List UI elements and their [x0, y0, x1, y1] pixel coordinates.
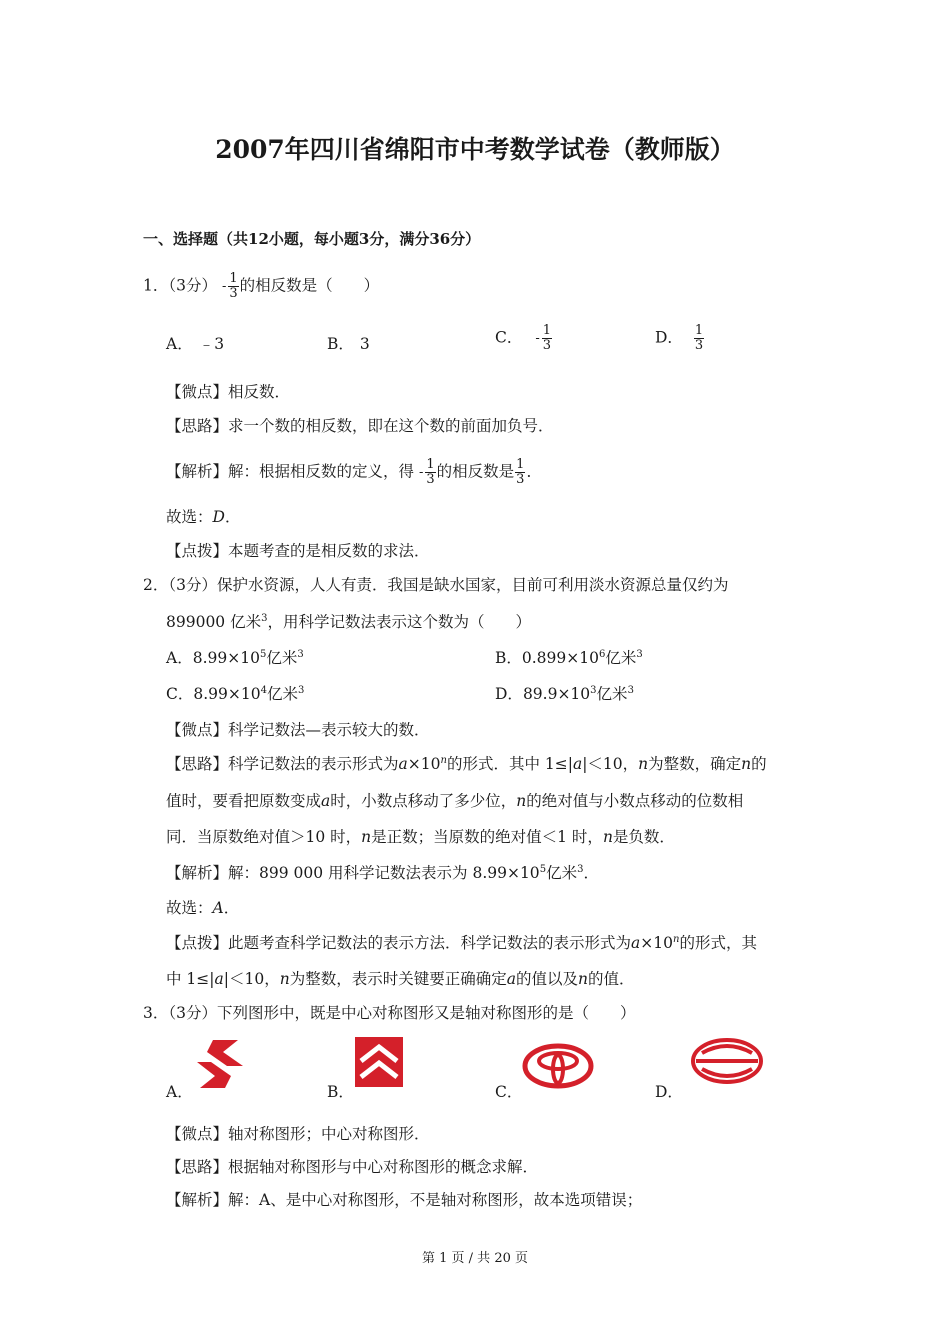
q2-number: 2． [143, 576, 169, 594]
suzuki-logo-icon [193, 1040, 245, 1088]
q2-dianbo2-var-n2: n [577, 970, 588, 988]
q2-jiexi-a: 【解析】解：899 000 用科学记数法表示为 8.99×10 [166, 864, 540, 882]
q3-jiexi: 【解析】解：A、是中心对称图形，不是轴对称图形，故本选项错误； [166, 1191, 643, 1209]
q2-silu1-var-a: a [398, 755, 408, 773]
q2-dianbo1-exp: n [672, 934, 680, 945]
q2-option-b [495, 648, 643, 668]
q1-jiexi-den1: 3 [426, 472, 435, 487]
toyota-logo-icon [522, 1043, 594, 1089]
q2-silu3-a: 同．当原数绝对值＞10 时， [166, 828, 362, 846]
q2-silu1-b: ×10 [407, 755, 441, 773]
q2-option-d-base: 89.9×10 [522, 685, 591, 703]
q2-dianbo2-var-a: a [214, 970, 224, 988]
q2-option-c-unit-exp: 3 [298, 685, 305, 696]
q2-silu3-c: 是负数． [612, 828, 675, 846]
q2-stem-line1 [143, 575, 729, 595]
q3-option-a-label: A． [166, 1083, 193, 1101]
q1-option-b-label: B． [327, 335, 354, 353]
q2-line2-tail: ，用科学记数法表示这个数为（ ） [267, 613, 531, 631]
q2-dianbo1-c: 的形式，其 [679, 934, 757, 952]
q2-guxuan-prefix: 故选： [166, 899, 213, 917]
q2-option-c-label: C． [166, 685, 194, 703]
q1-frac-neg: - [221, 278, 227, 294]
q2-guxuan-end: ． [223, 899, 240, 917]
q2-option-c [166, 684, 304, 704]
q1-jiexi-neg: - [418, 464, 424, 480]
section-heading: 一、选择题（共12小题，每小题3分，满分36分） [143, 230, 481, 248]
q3-weidian: 【微点】轴对称图形；中心对称图形． [166, 1125, 430, 1143]
q1-option-b [327, 334, 370, 354]
q3-silu: 【思路】根据轴对称图形与中心对称图形的概念求解． [166, 1158, 539, 1176]
q1-guxuan [166, 507, 240, 527]
q1-jiexi-num2: 1 [516, 457, 525, 472]
q2-jiexi-unit-exp: 3 [577, 864, 584, 875]
q2-dianbo2-b: |＜10， [223, 970, 280, 988]
q1-silu: 【思路】求一个数的相反数，即在这个数的前面加负号． [166, 417, 554, 435]
q2-option-b-base: 0.899×10 [521, 649, 599, 667]
q1-fraction [228, 272, 238, 301]
q2-stem-line2 [166, 612, 531, 632]
q2-silu2-b: 时，小数点移动了多少位， [330, 792, 517, 810]
q2-silu1-var-n: n [638, 755, 649, 773]
q2-option-c-base: 8.99×10 [193, 685, 261, 703]
q1-jiexi-end: ． [526, 462, 542, 481]
q2-dianbo1-var-a: a [631, 934, 641, 952]
q2-silu1-exp: n [440, 755, 447, 766]
q1-option-c-label: C． [495, 328, 523, 347]
q2-silu2-a: 值时，要看把原数变成 [166, 792, 322, 810]
q1-jiexi-den2: 3 [516, 472, 525, 487]
q1-option-c [495, 324, 553, 353]
q1-frac-num: 1 [229, 271, 238, 286]
q2-line1-text: （3分）保护水资源，人人有责．我国是缺水国家，目前可利用淡水资源总量仅约为 [168, 576, 729, 594]
q2-option-b-exp: 6 [598, 649, 606, 660]
q1-number: 1． [143, 276, 169, 295]
q1-stem-tail: 的相反数是（ ） [239, 276, 380, 295]
q2-silu1-var-a2: a [572, 755, 583, 773]
q2-line2-prefix: 899000 亿米 [166, 613, 262, 631]
q2-answer: A [212, 899, 224, 917]
q2-silu3-var-n2: n [602, 828, 613, 846]
q2-silu1-f: 的 [751, 755, 767, 773]
q2-option-d-unit-exp: 3 [627, 685, 634, 696]
q2-silu-line3 [166, 827, 675, 847]
q1-jiexi-fraction-1 [425, 458, 435, 487]
q3-option-b-label: B． [327, 1083, 354, 1101]
q1-option-a-value: ﹣3 [198, 335, 225, 353]
q2-guxuan [166, 898, 239, 918]
q2-silu3-b: 是正数；当原数的绝对值＜1 时， [371, 828, 603, 846]
q2-dianbo1-a: 【点拨】此题考查科学记数法的表示方法．科学记数法的表示形式为 [166, 934, 632, 952]
page-title: 2007年四川省绵阳市中考数学试卷（教师版） [215, 135, 735, 164]
q3-number: 3． [143, 1004, 169, 1022]
q1-jiexi-num1: 1 [426, 457, 435, 472]
q2-dianbo1-b: ×10 [640, 934, 673, 952]
q1-option-d-label: D． [655, 328, 683, 347]
q3-stem-text: （3分）下列图形中，既是中心对称图形又是轴对称图形的是（ ） [168, 1004, 636, 1022]
q1-option-a-label: A． [166, 335, 193, 353]
q3-option-c-label: C． [495, 1083, 523, 1101]
q1-frac-den: 3 [229, 286, 238, 301]
q1-weidian: 【微点】相反数． [166, 383, 291, 401]
q2-option-d-exp: 3 [590, 685, 597, 696]
q2-dianbo-line2 [166, 969, 634, 989]
q2-dianbo2-var-n: n [279, 970, 290, 988]
q1-guxuan-prefix: 故选： [166, 508, 213, 526]
q1-dianbo: 【点拨】本题考查的是相反数的求法． [166, 542, 430, 560]
q2-option-d [495, 684, 634, 704]
q1-jiexi-mid: 的相反数是 [436, 462, 515, 481]
q1-jiexi-fraction-2 [515, 458, 525, 487]
q2-option-a-base: 8.99×10 [192, 649, 260, 667]
q2-jiexi-exp: 5 [539, 864, 547, 875]
page-footer: 第 1 页 / 共 20 页 [422, 1251, 528, 1266]
q2-jiexi-c: ． [583, 864, 599, 882]
q2-option-a-label: A． [166, 649, 193, 667]
q1-jiexi-prefix: 【解析】解：根据相反数的定义，得 [166, 462, 415, 481]
citroen-logo-icon [355, 1037, 403, 1087]
q2-silu1-a: 【思路】科学记数法的表示形式为 [166, 755, 399, 773]
q1-guxuan-end: ． [224, 508, 241, 526]
q2-jiexi [166, 863, 599, 883]
q1-option-c-den: 3 [542, 338, 551, 353]
q1-score: （3分） [168, 276, 217, 295]
q2-silu2-c: 的绝对值与小数点移动的位数相 [526, 792, 744, 810]
q2-dianbo-line1 [166, 933, 757, 953]
q2-weidian: 【微点】科学记数法—表示较大的数． [166, 721, 430, 739]
q2-silu1-var-n2: n [741, 755, 752, 773]
q2-dianbo2-var-a2: a [506, 970, 516, 988]
q2-option-b-label: B． [495, 649, 522, 667]
q1-option-d-fraction [694, 324, 704, 353]
q1-answer: D [212, 508, 225, 526]
q2-silu1-e: 为整数，确定 [648, 755, 742, 773]
q1-jiexi [166, 458, 542, 487]
hino-logo-icon [690, 1037, 764, 1085]
q2-option-d-label: D． [495, 685, 523, 703]
q1-option-d-num: 1 [694, 323, 704, 338]
q2-line2-sup: 3 [261, 613, 268, 624]
q2-option-b-unit-exp: 3 [636, 649, 643, 660]
q1-option-b-value: 3 [359, 335, 370, 353]
q2-dianbo2-a: 中 1≤| [166, 970, 215, 988]
q3-option-d-label: D． [655, 1083, 683, 1101]
q2-silu3-var-n: n [361, 828, 372, 846]
q2-option-c-unit: 亿米 [266, 685, 298, 703]
q2-silu-line1 [166, 754, 767, 774]
q2-option-a-unit: 亿米 [266, 649, 298, 667]
q2-dianbo2-e: 的值． [587, 970, 635, 988]
q2-jiexi-b: 亿米 [546, 864, 578, 882]
q2-option-c-exp: 4 [260, 685, 267, 696]
q2-option-b-unit: 亿米 [605, 649, 637, 667]
q1-option-d-den: 3 [694, 338, 704, 353]
q2-silu2-var-n: n [516, 792, 527, 810]
q2-silu-line2 [166, 791, 743, 811]
q2-option-a [166, 648, 304, 668]
q2-dianbo2-d: 的值以及 [515, 970, 578, 988]
q2-option-a-unit-exp: 3 [297, 649, 304, 660]
q1-option-d [655, 324, 705, 353]
q1-option-c-num: 1 [542, 323, 551, 338]
q2-option-a-exp: 5 [259, 649, 267, 660]
q2-silu1-d: |＜10， [582, 755, 639, 773]
q2-option-d-unit: 亿米 [596, 685, 628, 703]
q1-option-a [166, 334, 224, 354]
q1-option-c-fraction [542, 324, 552, 353]
q3-stem [143, 1003, 636, 1023]
q2-silu1-c: 的形式．其中 1≤| [446, 755, 573, 773]
q2-dianbo2-c: 为整数，表示时关键要正确确定 [289, 970, 507, 988]
q1-option-c-neg: - [535, 330, 540, 346]
q2-silu2-var-a: a [321, 792, 331, 810]
q1-stem [143, 272, 379, 301]
